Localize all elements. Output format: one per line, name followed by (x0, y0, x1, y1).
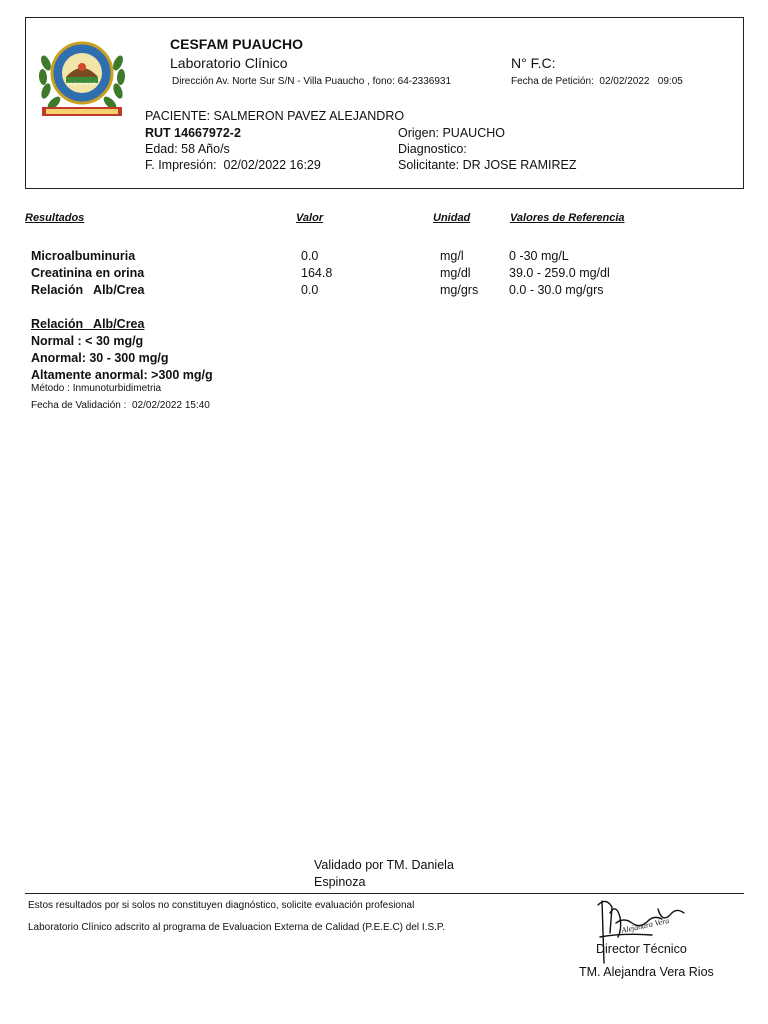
signature-role: Director Técnico (596, 942, 687, 956)
header-box (25, 17, 744, 189)
patient-age: Edad: 58 Año/s (145, 142, 230, 156)
notes-normal: Normal : < 30 mg/g (31, 334, 144, 348)
header-results: Resultados (25, 212, 85, 224)
notes-high: Altamente anormal: >300 mg/g (31, 368, 213, 382)
result-name: Creatinina en orina (31, 266, 145, 280)
logo-text: SALUD EN LA CASA (66, 82, 98, 86)
validated-line1: Validado por TM. Daniela (314, 858, 454, 872)
signature-handwriting: Alejandra Vera (620, 916, 671, 935)
header-unit: Unidad (433, 212, 471, 224)
address: Dirección Av. Norte Sur S/N - Villa Puaucho , fono: 64-2336931 (172, 76, 452, 87)
result-value: 164.8 (301, 266, 333, 280)
patient-requester: Solicitante: DR JOSE RAMIREZ (398, 158, 577, 172)
validation-date-line (31, 400, 210, 411)
result-reference: 39.0 - 259.0 mg/dl (509, 266, 610, 280)
result-unit: mg/grs (440, 283, 479, 297)
notes-title: Relación Alb/Crea (31, 317, 145, 331)
result-reference: 0 -30 mg/L (509, 249, 569, 263)
center-name: CESFAM PUAUCHO (170, 36, 304, 52)
print-date-line (145, 158, 321, 172)
validated-line2: Espinoza (314, 875, 366, 889)
petition-date-line (511, 76, 683, 87)
result-unit: mg/dl (440, 266, 471, 280)
result-value: 0.0 (301, 249, 319, 263)
result-name: Microalbuminuria (31, 249, 136, 263)
header-value: Valor (296, 212, 324, 224)
nfc-label: N° F.C: (511, 55, 556, 71)
patient-diagnosis: Diagnostico: (398, 142, 467, 156)
print-datetime: 02/02/2022 16:29 (223, 158, 321, 172)
signature-image (592, 893, 692, 973)
notes-abnormal: Anormal: 30 - 300 mg/g (31, 351, 169, 365)
footer-disclaimer: Estos resultados por si solos no constituyen diagnóstico, solicite evaluación profesional (28, 900, 415, 911)
method: Método : Inmunoturbidimetria (31, 383, 162, 394)
footer-program: Laboratorio Clínico adscrito al programa de Evaluacion Externa de Calidad (P.E.E.C) del I.S.P. (28, 922, 446, 933)
header-reference: Valores de Referencia (510, 212, 625, 224)
result-reference: 0.0 - 30.0 mg/grs (509, 283, 604, 297)
petition-date: 02/02/2022 (599, 76, 650, 87)
print-label: F. Impresión: (145, 158, 217, 172)
patient-name: PACIENTE: SALMERON PAVEZ ALEJANDRO (145, 109, 405, 123)
result-value: 0.0 (301, 283, 319, 297)
cesfam-logo-icon (36, 33, 128, 121)
signature-name: TM. Alejandra Vera Rios (579, 965, 714, 979)
patient-origin: Origen: PUAUCHO (398, 126, 505, 140)
validation-label: Fecha de Validación : (31, 400, 127, 411)
petition-time: 09:05 (657, 76, 683, 87)
result-name: Relación Alb/Crea (31, 283, 145, 297)
patient-rut: RUT 14667972-2 (145, 126, 241, 140)
validation-datetime: 02/02/2022 15:40 (132, 400, 210, 411)
result-unit: mg/l (440, 249, 464, 263)
lab-name: Laboratorio Clínico (170, 55, 288, 71)
petition-label: Fecha de Petición: (511, 76, 594, 87)
